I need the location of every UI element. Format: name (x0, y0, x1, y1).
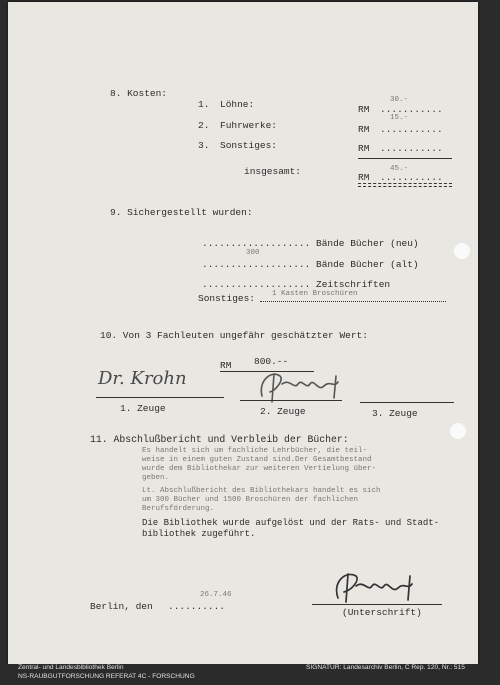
footer-department: NS-RAUBGUTFORSCHUNG REFERAT 4C - FORSCHUNG (18, 673, 195, 680)
total-label: insgesamt: (244, 166, 302, 177)
secured-row-3-label: Zeitschriften (316, 279, 391, 290)
cost-row-2-dots: ........... (380, 124, 443, 135)
value-amount: 800.-- (254, 356, 289, 367)
cost-row-3-rm: RM (358, 143, 370, 154)
witness-1-line (96, 397, 224, 398)
cost-row-1-value: 30.- (390, 96, 409, 104)
closing-dots: .......... (168, 601, 226, 612)
document-page (8, 2, 478, 664)
report-para-2-line-2: um 300 Bücher und 1500 Broschüren der fachlichen (142, 496, 359, 504)
report-para-3-line-1: Die Bibliothek wurde aufgelöst und der Rats- und Stadt- (142, 518, 440, 528)
footer-signature: SIGNATUR: Landesarchiv Berlin, C Rep. 120, Nr.: 515 (306, 664, 465, 671)
report-para-2-line-1: Lt. Abschlußbericht des Bibliothekars handelt es sich (142, 487, 381, 495)
cost-row-1-num: 1. (198, 99, 210, 110)
total-underline-2 (358, 186, 452, 187)
cost-row-2-value: 15.- (390, 114, 409, 122)
total-underline-1 (358, 183, 452, 184)
secured-other-value: 1 Kasten Broschüren (272, 290, 358, 298)
total-rm: RM (358, 172, 370, 183)
section-9-heading: 9. Sichergestellt wurden: (110, 207, 253, 218)
witness-3-label: 3. Zeuge (372, 408, 418, 419)
punch-hole-top (454, 243, 470, 259)
cost-row-3-dots: ........... (380, 143, 443, 154)
cost-row-3-num: 3. (198, 140, 210, 151)
witness-1-signature: Dr. Krohn (98, 368, 187, 389)
secured-row-2-label: Bände Bücher (alt) (316, 259, 419, 270)
report-para-1-line-4: geben. (142, 474, 170, 482)
signature-line (312, 604, 442, 605)
final-signature (326, 568, 426, 606)
total-dots: ........... (380, 172, 443, 183)
cost-row-2-rm: RM (358, 124, 370, 135)
secured-other-line (260, 301, 446, 302)
secured-row-1-dots: ................... (202, 238, 311, 249)
footer-library: Zentral- und Landesbibliothek Berlin (18, 664, 124, 671)
cost-row-2-num: 2. (198, 120, 210, 131)
section-8-heading: 8. Kosten: (110, 88, 168, 99)
report-para-3-line-2: bibliothek zugeführt. (142, 529, 256, 539)
cost-row-1-label: Löhne: (220, 99, 255, 110)
secured-row-2-value: 300 (246, 249, 260, 257)
secured-row-3-dots: ................... (202, 279, 311, 290)
cost-row-3-label: Sonstiges: (220, 140, 278, 151)
report-para-1-line-2: weise in einem guten Zustand sind.Der Gesamtbestand (142, 456, 372, 464)
punch-hole-bottom (450, 423, 466, 439)
secured-row-2-dots: ................... (202, 259, 311, 270)
witness-3-line (360, 402, 454, 403)
witness-2-line (240, 400, 342, 401)
sum-line (358, 158, 452, 159)
cost-row-2-label: Fuhrwerke: (220, 120, 278, 131)
total-value: 45.- (390, 165, 409, 173)
value-rm: RM (220, 360, 232, 371)
witness-2-label: 2. Zeuge (260, 406, 306, 417)
section-10-heading: 10. Von 3 Fachleuten ungefähr geschätzter Wert: (100, 330, 368, 341)
report-para-1-line-3: wurde dem Bibliothekar zur weiteren Vertielung über- (142, 465, 377, 473)
secured-row-1-label: Bände Bücher (neu) (316, 238, 419, 249)
secured-other-label: Sonstiges: (198, 293, 256, 304)
report-para-2-line-3: Berufsförderung. (142, 505, 215, 513)
cost-row-1-rm: RM (358, 104, 370, 115)
witness-1-label: 1. Zeuge (120, 403, 166, 414)
section-11-heading: 11. Abschlußbericht und Verbleib der Bücher: (90, 434, 349, 445)
signature-label: (Unterschrift) (342, 607, 422, 618)
closing-place: Berlin, den (90, 601, 153, 612)
archive-footer (0, 664, 500, 685)
report-para-1-line-1: Es handelt sich um fachliche Lehrbücher, die teil- (142, 447, 368, 455)
closing-date: 26.7.46 (200, 591, 232, 599)
cost-row-1-dots: ........... (380, 104, 443, 115)
